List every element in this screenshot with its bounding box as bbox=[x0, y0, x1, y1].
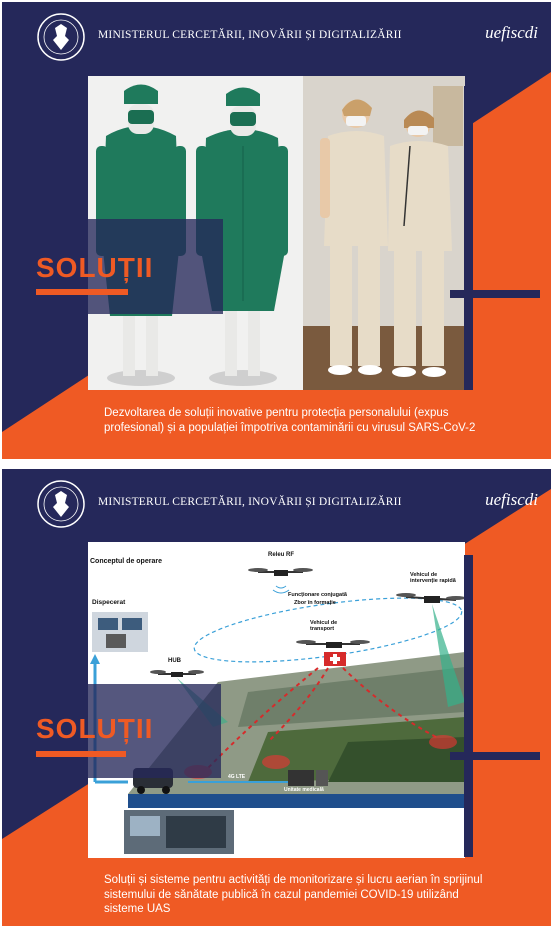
label-functionare: Funcționare conjugată bbox=[288, 592, 347, 598]
romania-crest-icon bbox=[36, 12, 86, 62]
slide-header bbox=[36, 479, 546, 527]
ministry-name: MINISTERUL CERCETĂRII, INOVĂRII ȘI DIGITALIZĂRII bbox=[98, 496, 402, 508]
romania-crest-icon bbox=[36, 479, 86, 529]
slide-header bbox=[36, 12, 546, 60]
frame-bar-horizontal bbox=[450, 290, 540, 298]
label-unitate: Unitate medicală bbox=[284, 787, 324, 793]
frame-bar-right bbox=[464, 555, 473, 857]
label-releu: Releu RF bbox=[268, 552, 295, 558]
slide-protection bbox=[2, 2, 551, 459]
label-interventie: Vehicul de intervenție rapidă bbox=[410, 572, 456, 584]
label-lte: 4G LTE bbox=[228, 774, 246, 780]
uefiscdi-logo: uefiscdi bbox=[485, 23, 538, 42]
label-transport: Vehicul de transport bbox=[310, 620, 338, 632]
slide-caption: Soluții și sisteme pentru activități de monitorizare și lucru aerian în sprijinul sistemului de sănătate publică în cazul pandemiei COVID-19 utilizând sisteme UAS bbox=[104, 874, 483, 915]
frame-bar-horizontal bbox=[450, 752, 540, 760]
section-heading: SOLUȚII bbox=[36, 252, 154, 283]
diagram-title: Conceptul de operare bbox=[90, 558, 162, 565]
label-zbor: Zbor în formație bbox=[294, 600, 336, 606]
slide-caption: Dezvoltarea de soluții inovative pentru protecția personalului (expus profesional) și a populației împotriva contaminării cu virusul SARS-CoV-2 bbox=[104, 407, 476, 434]
ministry-name: MINISTERUL CERCETĂRII, INOVĂRII ȘI DIGITALIZĂRII bbox=[98, 29, 402, 41]
label-dispecerat: Dispecerat bbox=[92, 599, 126, 606]
uefiscdi-logo: uefiscdi bbox=[485, 490, 538, 509]
label-hub: HUB bbox=[168, 658, 181, 664]
slide-uas-monitoring bbox=[2, 469, 551, 926]
section-heading: SOLUȚII bbox=[36, 713, 154, 744]
frame-bar-right bbox=[464, 86, 473, 390]
heading-underline bbox=[36, 751, 126, 757]
heading-underline bbox=[36, 289, 128, 295]
